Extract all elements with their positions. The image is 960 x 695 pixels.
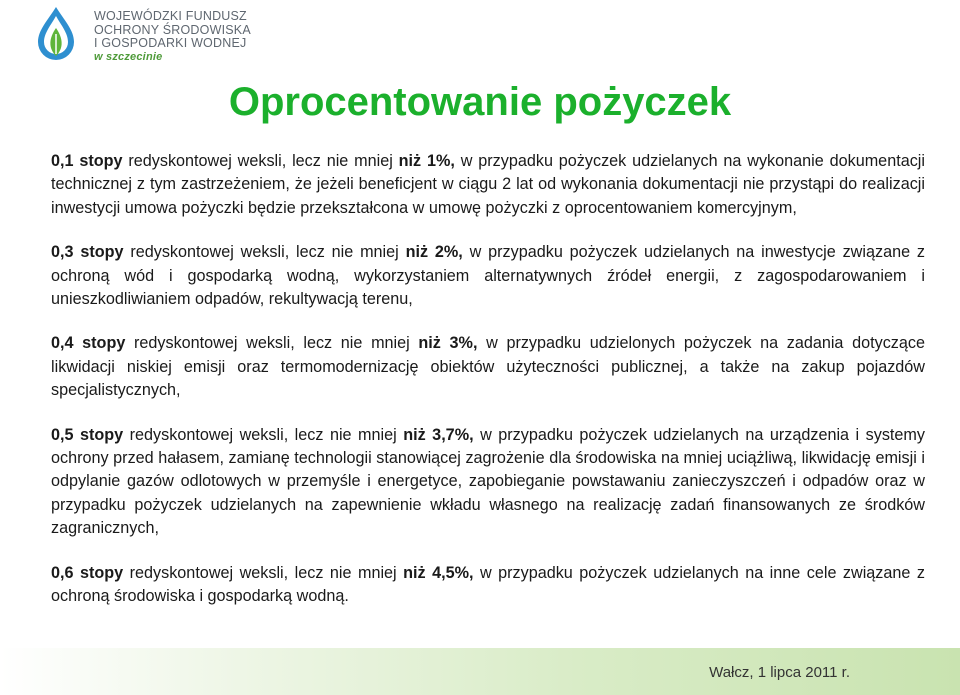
rate-minimum: niż 3,7%, [403, 425, 474, 444]
fund-logo [18, 2, 258, 66]
rate-lead: 0,5 stopy [51, 425, 124, 444]
logo-wordmark [94, 10, 251, 63]
water-drop-leaf-icon [26, 4, 86, 64]
rate-lead: 0,4 stopy [51, 334, 126, 353]
rate-text: redyskontowej weksli, lecz nie mniej [125, 334, 419, 353]
rate-minimum: niż 1%, [398, 152, 455, 170]
rate-minimum: niż 3%, [418, 334, 478, 353]
rate-minimum: niż 2%, [405, 243, 463, 262]
rate-description: w przypadku pożyczek udzielanych na wykonanie dokumentacji technicznej z tym zastrzeżeniem, że jeżeli beneficjent w ciągu 2 lat od wykonania dokumentacji nie przystąpi do realizacji inwestycji umowa pożyczki będzie przekształcona w umowę pożyczki z oprocentowaniem komercyjnym, [51, 152, 925, 217]
logo-line: I GOSPODARKI WODNEJ [94, 36, 247, 50]
rate-text: redyskontowej weksli, lecz nie mniej [123, 243, 406, 262]
rate-description: w przypadku udzielonych pożyczek na zadania dotyczące likwidacji niskiej emisji oraz termomodernizację obiektów użyteczności publicznej, a także na zakup pojazdów specjalistycznych, [51, 334, 925, 400]
rate-paragraph [51, 150, 925, 220]
rate-minimum: niż 4,5%, [403, 563, 474, 582]
rate-lead: 0,1 stopy [51, 152, 123, 170]
rate-paragraph [51, 562, 925, 609]
logo-line: OCHRONY ŚRODOWISKA [94, 22, 251, 37]
rate-text: redyskontowej weksli, lecz nie mniej [123, 563, 404, 582]
rate-text: redyskontowej weksli, lecz nie mniej [122, 152, 399, 170]
logo-city: w szczecinie [94, 50, 163, 63]
rate-paragraph [51, 424, 925, 541]
rate-lead: 0,6 stopy [51, 563, 124, 582]
rate-description: w przypadku pożyczek udzielanych na inne cele związane z ochroną środowiska i gospodarką wodną. [51, 563, 925, 606]
footer-date: Wałcz, 1 lipca 2011 r. [709, 664, 850, 681]
rate-paragraph [51, 241, 925, 311]
logo-line: WOJEWÓDZKI FUNDUSZ [94, 9, 247, 23]
rate-lead: 0,3 stopy [51, 243, 124, 262]
page-title: Oprocentowanie pożyczek [228, 80, 732, 124]
rate-paragraph [51, 332, 925, 402]
rate-text: redyskontowej weksli, lecz nie mniej [123, 425, 404, 444]
interest-rates-list [51, 150, 925, 630]
rate-description: w przypadku pożyczek udzielanych na urządzenia i systemy ochrony przed hałasem, zamianę technologii stanowiącej zagrożenie dla środowiska na mniej uciążliwą, likwidację emisji i odpylanie gazów odlotowych w przemyśle i energetyce, zapobieganie powstawaniu zanieczyszczeń i odpadów oraz w przypadku pożyczek udzielanych na zapewnienie wkładu własnego na realizację zadań finansowanych ze środków zagranicznych, [51, 425, 925, 538]
rate-description: w przypadku pożyczek udzielanych na inwestycje związane z ochroną wód i gospodarką wodną, wykorzystaniem alternatywnych źródeł energii, z zagospodarowaniem i unieszkodliwianiem odpadów, rekultywacją terenu, [51, 243, 925, 309]
